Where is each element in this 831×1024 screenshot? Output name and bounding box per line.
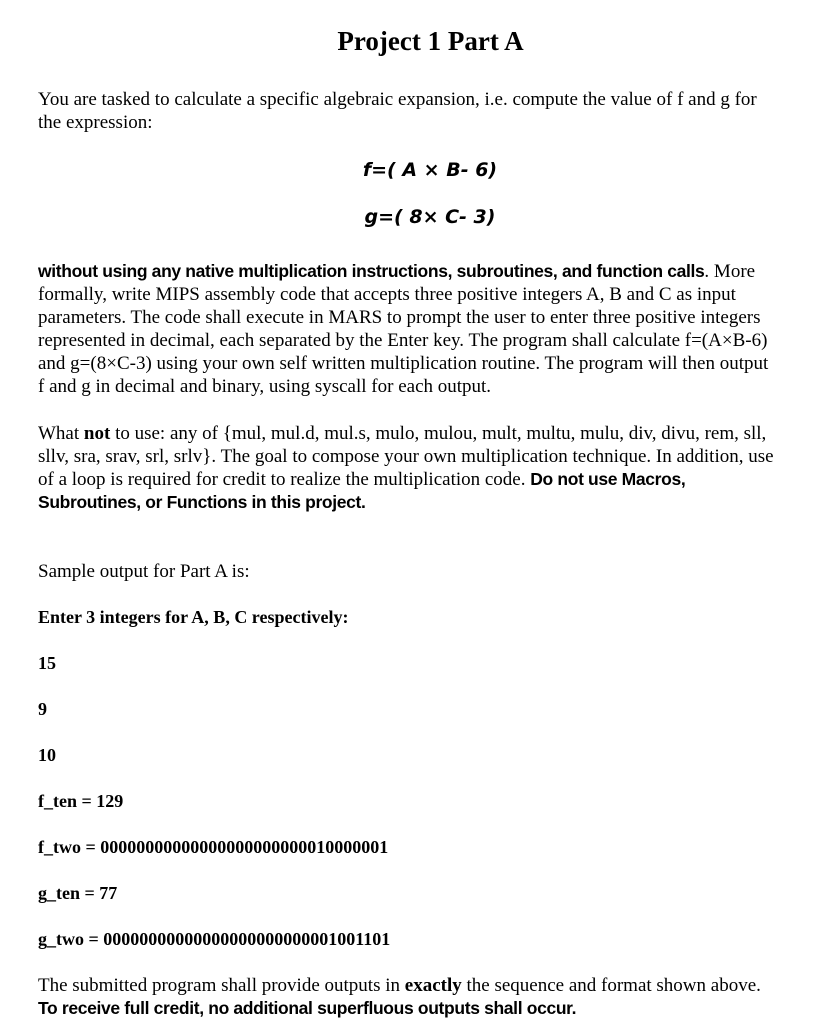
sample-input-b: 9 bbox=[38, 699, 47, 719]
intro-paragraph bbox=[38, 88, 823, 134]
requirements-emphasis: without using any native multiplication instructions, subroutines, and function calls bbox=[38, 261, 705, 281]
closing-line-1-plain-2: the sequence and format shown above. bbox=[461, 975, 761, 996]
intro-line-1: You are tasked to calculate a specific algebraic expansion, i.e. compute the value of f and g for bbox=[38, 89, 757, 110]
restrictions-not: not bbox=[83, 423, 111, 444]
requirements-paragraph bbox=[38, 260, 823, 398]
requirements-line-1 bbox=[38, 260, 823, 283]
requirements-line-4: represented in decimal, each separated by the Enter key. The program shall calculate f=(A×B-6) bbox=[38, 330, 768, 351]
requirements-line-5: and g=(8×C-3) using your own self written multiplication routine. The program will then output bbox=[38, 353, 769, 374]
restrictions-line-4 bbox=[38, 491, 823, 514]
equation-f: f=( A × B- 6) bbox=[362, 159, 498, 181]
sample-g-ten: g_ten = 77 bbox=[38, 883, 118, 903]
requirements-line-2: formally, write MIPS assembly code that accepts three positive integers A, B and C as input bbox=[38, 284, 736, 305]
sample-intro: Sample output for Part A is: bbox=[38, 561, 250, 582]
restrictions-what: What bbox=[38, 423, 84, 444]
closing-exactly: exactly bbox=[404, 975, 462, 996]
closing-line-2-bold: To receive full credit, no additional superfluous outputs shall occur. bbox=[38, 998, 577, 1018]
requirements-line-6: f and g in decimal and binary, using syscall for each output. bbox=[38, 376, 492, 397]
restrictions-line-3-bold: Do not use Macros, bbox=[530, 469, 686, 489]
restrictions-paragraph bbox=[38, 422, 823, 514]
restrictions-line-1-rest: to use: any of {mul, mul.d, mul.s, mulo, mulou, mult, multu, mulu, div, divu, rem, sll, bbox=[110, 423, 767, 444]
restrictions-line-2: sllv, sra, srav, srl, srlv}. The goal to compose your own multiplication technique. In addition, use bbox=[38, 446, 774, 467]
closing-paragraph bbox=[38, 974, 823, 1020]
closing-line-1-plain-1: The submitted program shall provide outputs in bbox=[38, 975, 405, 996]
restrictions-line-1 bbox=[38, 422, 823, 445]
restrictions-line-4-bold: Subroutines, or Functions in this project. bbox=[38, 492, 366, 512]
page-title: Project 1 Part A bbox=[337, 26, 524, 56]
equation-g: g=( 8× C- 3) bbox=[364, 206, 496, 228]
restrictions-line-3-plain: of a loop is required for credit to realize the multiplication code. bbox=[38, 469, 531, 490]
sample-input-c: 10 bbox=[38, 745, 56, 765]
sample-f-two: f_two = 00000000000000000000000010000001 bbox=[38, 837, 389, 857]
requirements-line-3: parameters. The code shall execute in MARS to prompt the user to enter three positive integers bbox=[38, 307, 761, 328]
closing-line-1 bbox=[38, 974, 823, 997]
sample-input-a: 15 bbox=[38, 653, 56, 673]
closing-line-2 bbox=[38, 997, 823, 1020]
sample-prompt: Enter 3 integers for A, B, C respectively: bbox=[38, 607, 349, 627]
restrictions-line-3 bbox=[38, 468, 823, 491]
sample-f-ten: f_ten = 129 bbox=[38, 791, 124, 811]
requirements-line-1-rest: . More bbox=[704, 261, 756, 282]
sample-g-two: g_two = 00000000000000000000000001001101 bbox=[38, 929, 391, 949]
intro-line-2: the expression: bbox=[38, 112, 153, 133]
